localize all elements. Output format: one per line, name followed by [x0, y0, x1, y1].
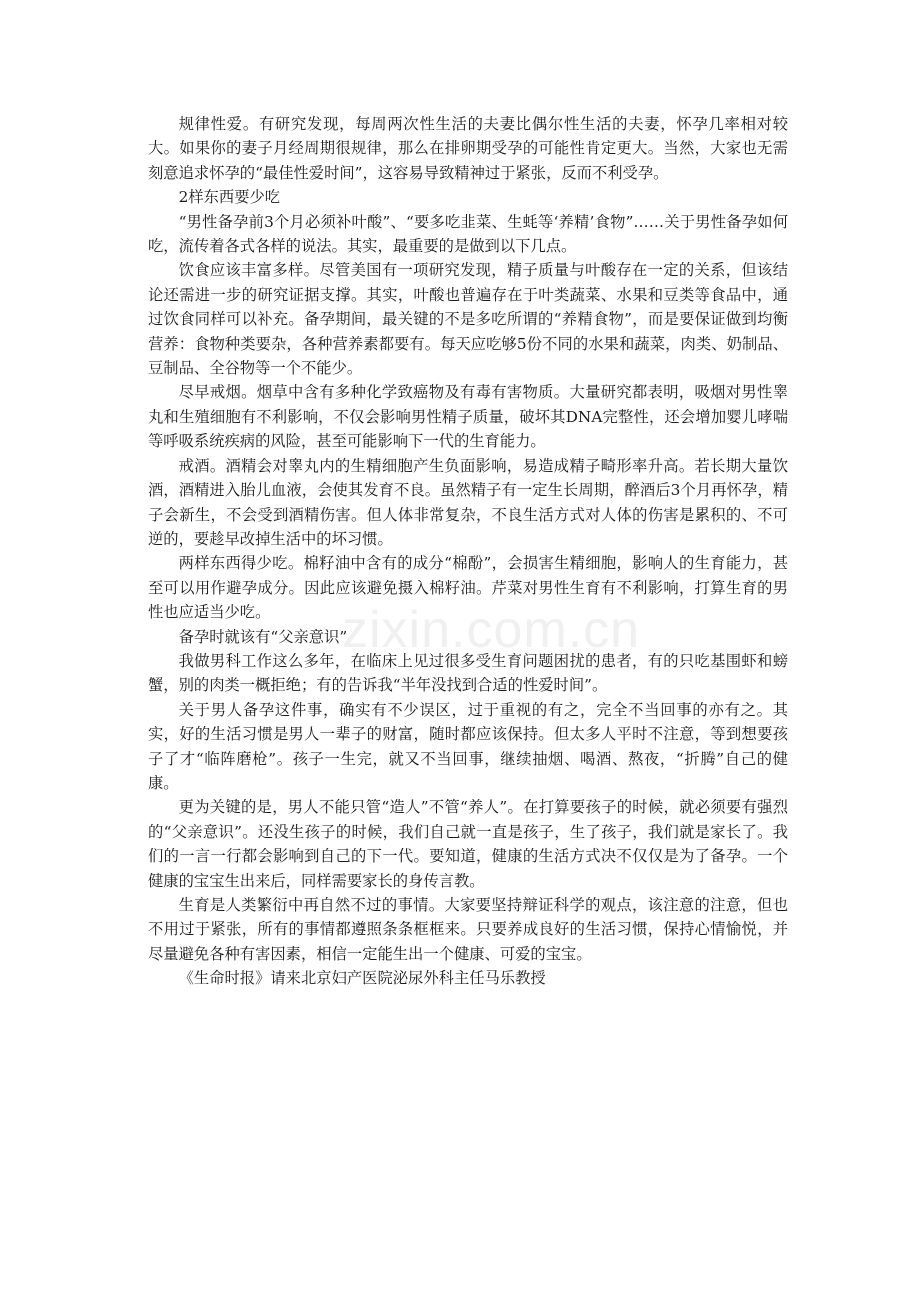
paragraph-conclusion: 生育是人类繁衍中再自然不过的事情。大家要坚持辩证科学的观点，该注意的注意，但也不用过于紧张，所有的事情都遵照条条框框来。只要养成良好的生活习惯，保持心情愉悦，并尽量避免各种有害因素，相信一定能生出一个健康、可爱的宝宝。 — [148, 896, 788, 963]
section-heading-two-foods: 2样东西要少吃 — [178, 188, 281, 207]
paragraph-eat-less: 两样东西得少吃。棉籽油中含有的成分“棉酚”，会损害生精细胞，影响人的生育能力，甚至可以用作避孕成分。因此应该避免摄入棉籽油。芹菜对男性生育有不利影响，打算生育的男性也应适当少吃。 — [148, 554, 788, 622]
paragraph-misconceptions: 关于男人备孕这件事，确实有不少误区，过于重视的有之，完全不当回事的亦有之。其实，好的生活习惯是男人一辈子的财富，随时都应该保持。但太多人平时不注意，等到想要孩子了才“临阵磨枪”。孩子一生完，就又不当回事，继续抽烟、喝酒、熬夜，“折腾”自己的健康。 — [148, 700, 788, 792]
section-heading-father-awareness: 备孕时就该有“父亲意识” — [178, 627, 348, 646]
article-body — [148, 112, 788, 991]
paragraph-key-point: 更为关键的是，男人不能只管“造人”不管“养人”。在打算要孩子的时候，就必须要有强烈的“父亲意识”。还没生孩子的时候，我们自己就一直是孩子，生了孩子，我们就是家长了。我们的一言一行都会影响到自己的下一代。要知道，健康的生活方式决不仅仅是为了备孕。一个健康的宝宝生出来后，同样需要家长的身传言教。 — [148, 798, 788, 890]
paragraph-quit-drinking: 戒酒。酒精会对睾丸内的生精细胞产生负面影响，易造成精子畸形率升高。若长期大量饮酒，酒精进入胎儿血液，会使其发育不良。虽然精子有一定生长周期，醉酒后3个月再怀孕，精子会新生，不会受到酒精伤害。但人体非常复杂，不良生活方式对人体的伤害是累积的、不可逆的，要趁早改掉生活中的坏习惯。 — [148, 456, 788, 548]
paragraph-diverse-diet: 饮食应该丰富多样。尽管美国有一项研究发现，精子质量与叶酸存在一定的关系，但该结论还需进一步的研究证据支撑。其实，叶酸也普遍存在于叶类蔬菜、水果和豆类等食品中，通过饮食同样可以补充。备孕期间，最关键的不是多吃所谓的“养精食物”，而是要保证做到均衡营养：食物种类要杂，各种营养素都要有。每天应吃够5份不同的水果和蔬菜，肉类、奶制品、豆制品、全谷物等一个不能少。 — [148, 261, 788, 378]
paragraph-attribution: 《生命时报》请来北京妇产医院泌尿外科主任马乐教授 — [178, 969, 546, 988]
paragraph-quit-smoking: 尽早戒烟。烟草中含有多种化学致癌物及有毒有害物质。大量研究都表明，吸烟对男性睾丸和生殖细胞有不利影响，不仅会影响男性精子质量，破坏其DNA完整性，还会增加婴儿哮喘等呼吸系统疾病的风险，甚至可能影响下一代的生育能力。 — [148, 383, 788, 451]
paragraph-clinic-experience: 我做男科工作这么多年，在临床上见过很多受生育问题困扰的患者，有的只吃基围虾和螃蟹，别的肉类一概拒绝；有的告诉我“半年没找到合适的性爱时间”。 — [148, 651, 788, 695]
watermark-text: zixin.com.cn — [342, 601, 641, 659]
paragraph-sayings: “男性备孕前3个月必须补叶酸”、“要多吃韭菜、生蚝等‘养精’食物”……关于男性备孕如何吃，流传着各式各样的说法。其实，最重要的是做到以下几点。 — [148, 212, 788, 256]
paragraph-regular-sex: 规律性爱。有研究发现，每周两次性生活的夫妻比偶尔性生活的夫妻，怀孕几率相对较大。如果你的妻子月经周期很规律，那么在排卵期受孕的可能性肯定更大。当然，大家也无需刻意追求怀孕的“最佳性爱时间”，这容易导致精神过于紧张，反而不利受孕。 — [148, 115, 788, 182]
